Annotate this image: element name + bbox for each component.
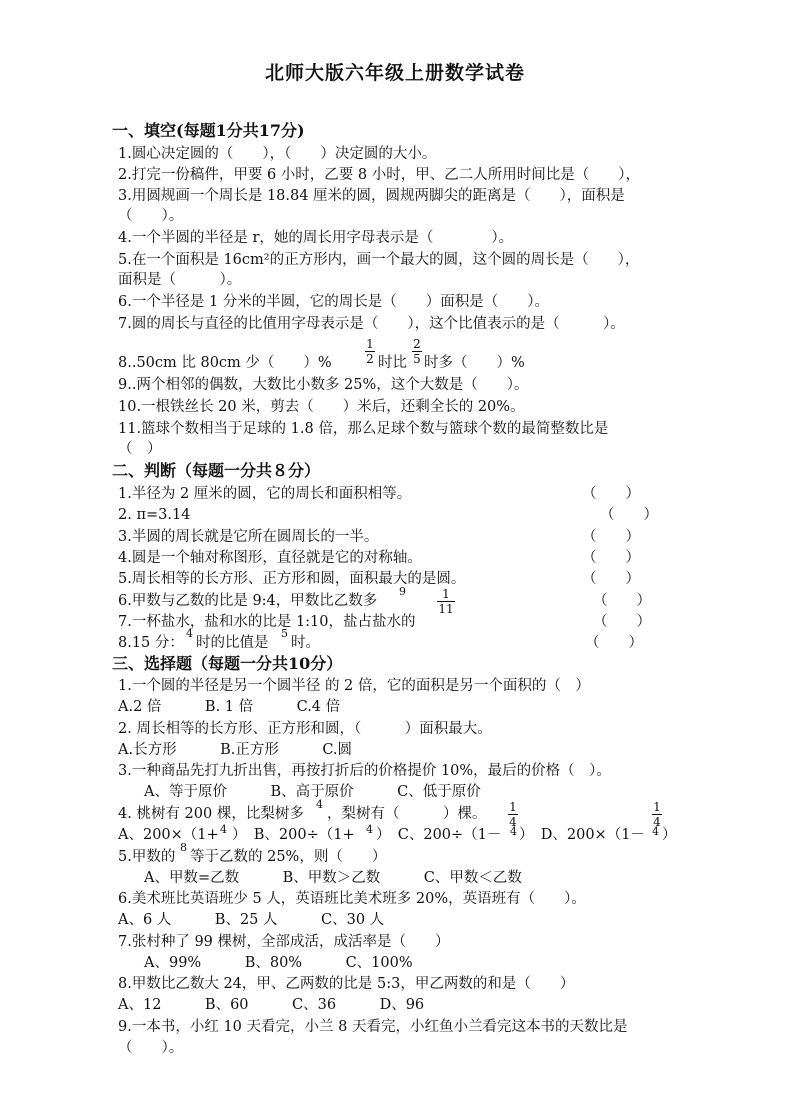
choice-options-4c: ） C、200÷（1－ bbox=[376, 827, 502, 843]
judge-question-8-end: 时。 bbox=[291, 635, 320, 651]
answer-paren: （ ） bbox=[600, 507, 658, 523]
choice-question-4-end: ，梨树有（ ）棵。 bbox=[327, 806, 487, 822]
fill-question-6: 6.一个半径是 1 分米的半圆，它的周长是（ ）面积是（ ）。 bbox=[118, 294, 550, 310]
choice-question-3: 3.一种商品先打九折出售，再按打折后的价格提价 10%，最后的价格（ ）。 bbox=[118, 763, 611, 779]
fill-question-8-end: 时多（ ）% bbox=[424, 355, 525, 371]
fill-question-7: 7.圆的周长与直径的比值用字母表示是（ ），这个比值表示的是（ ）。 bbox=[118, 316, 625, 332]
fill-question-9: 9..两个相邻的偶数，大数比小数多 25%，这个大数是（ ）。 bbox=[118, 377, 529, 393]
fraction-denominator: 4 bbox=[652, 825, 659, 838]
choice-options-4d: ） D、200×（1－ bbox=[519, 827, 645, 843]
choice-question-6: 6.美术班比英语班少 5 人，英语班比美术班多 20%，英语班有（ ）。 bbox=[118, 891, 586, 907]
fraction-numerator: 8 bbox=[180, 841, 187, 854]
choice-question-9-cont: （ ）。 bbox=[118, 1040, 184, 1056]
fraction-numerator: 4 bbox=[186, 627, 193, 640]
fraction-numerator: 1 bbox=[366, 337, 374, 351]
choice-options-6: A、6 人 B、25 人 C、30 人 bbox=[118, 912, 385, 928]
judge-question-2: 2. π=3.14 bbox=[118, 507, 191, 523]
judge-question-7: 7.一杯盐水，盐和水的比是 1:10，盐占盐水的 bbox=[118, 614, 416, 630]
section-heading-fill: 一、填空(每题1分共17分) bbox=[112, 121, 305, 140]
judge-question-6: 6.甲数与乙数的比是 9:4，甲数比乙数多 bbox=[118, 593, 378, 609]
choice-question-5-end: 等于乙数的 25%，则（ ） bbox=[190, 849, 387, 865]
fraction-denominator: 4 bbox=[509, 815, 517, 829]
fraction-numerator: 5 bbox=[281, 627, 288, 640]
fraction-denominator: 11 bbox=[438, 602, 454, 616]
fill-question-2: 2.打完一份稿件，甲要 6 小时，乙要 8 小时，甲、乙二人所用时间比是（ ）， bbox=[118, 167, 640, 183]
answer-paren: （ ） bbox=[582, 571, 640, 587]
choice-options-4e: ） bbox=[662, 827, 677, 843]
fraction-numerator: 2 bbox=[413, 337, 421, 351]
choice-options-4: A、200×（1+ bbox=[118, 827, 219, 843]
answer-paren: （ ） bbox=[593, 614, 651, 630]
answer-paren: （ ） bbox=[582, 550, 640, 566]
section-heading-choice: 三、选择题（每题一分共10分） bbox=[112, 654, 343, 673]
choice-question-4: 4. 桃树有 200 棵，比梨树多 bbox=[118, 806, 304, 822]
choice-options-5: A、甲数=乙数 B、甲数＞乙数 C、甲数＜乙数 bbox=[144, 870, 522, 886]
fill-question-5: 5.在一个面积是 16cm²的正方形内，画一个最大的圆，这个圆的周长是（ ）， bbox=[118, 252, 640, 268]
fraction-denominator: 2 bbox=[366, 352, 374, 366]
fill-question-4: 4.一个半圆的半径是 r，她的周长用字母表示是（ ）。 bbox=[118, 230, 514, 246]
fraction-one-eleventh bbox=[437, 588, 455, 615]
judge-question-8-mid: 时的比值是 bbox=[196, 635, 269, 651]
choice-options-4b: ） B、200÷（1+ bbox=[232, 827, 355, 843]
fraction-denominator: 5 bbox=[413, 352, 421, 366]
fill-question-8: 8..50cm 比 80cm 少（ ）% bbox=[118, 355, 332, 371]
answer-paren: （ ） bbox=[585, 635, 643, 651]
choice-options-7: A、99% B、80% C、100% bbox=[144, 955, 413, 971]
judge-question-8: 8.15 分： bbox=[118, 635, 184, 651]
choice-question-7: 7.张村种了 99 棵树，全部成活，成活率是（ ） bbox=[118, 934, 450, 950]
fill-question-8-mid: 时比 bbox=[378, 355, 407, 371]
judge-question-4: 4.圆是一个轴对称图形，直径就是它的对称轴。 bbox=[118, 550, 422, 566]
choice-question-9: 9.一本书，小红 10 天看完，小兰 8 天看完，小红鱼小兰看完这本书的天数比是 bbox=[118, 1019, 628, 1035]
fraction-denominator: 4 bbox=[510, 825, 517, 838]
fraction-numerator: 1 bbox=[509, 800, 517, 814]
choice-options-3: A、等于原价 B、高于原价 C、低于原价 bbox=[144, 784, 481, 800]
fill-question-11-cont: （ ） bbox=[118, 441, 162, 457]
choice-question-5: 5.甲数的 bbox=[118, 849, 176, 865]
fill-question-10: 10.一根铁丝长 20 米，剪去（ ）米后，还剩全长的 20%。 bbox=[118, 399, 525, 415]
choice-question-2: 2. 周长相等的长方形、正方形和圆，（ ）面积最大。 bbox=[118, 721, 492, 737]
fraction-one-quarter bbox=[508, 801, 518, 828]
fraction-numerator: 4 bbox=[366, 823, 373, 836]
judge-question-1: 1.半径为 2 厘米的圆，它的周长和面积相等。 bbox=[118, 486, 412, 502]
fill-question-3: 3.用圆规画一个周长是 18.84 厘米的圆，圆规两脚尖的距离是（ ），面积是 bbox=[118, 188, 625, 204]
fraction-numerator: 9 bbox=[399, 585, 406, 598]
fraction-two-fifths bbox=[412, 338, 422, 365]
answer-paren: （ ） bbox=[582, 529, 640, 545]
fraction-numerator: 1 bbox=[653, 800, 661, 814]
choice-options-8: A、12 B、60 C、36 D、96 bbox=[118, 997, 425, 1013]
choice-options-1: A.2 倍 B. 1 倍 C.4 倍 bbox=[118, 699, 341, 715]
choice-question-8: 8.甲数比乙数大 24，甲、乙两数的比是 5:3，甲乙两数的和是（ ） bbox=[118, 976, 575, 992]
fraction-denominator: 4 bbox=[653, 815, 661, 829]
fill-question-5-cont: 面积是（ ）。 bbox=[118, 272, 242, 288]
fill-question-11: 11.篮球个数相当于足球的 1.8 倍，那么足球个数与篮球个数的最简整数比是 bbox=[118, 421, 609, 437]
fill-question-3-cont: （ ）。 bbox=[118, 208, 184, 224]
judge-question-5: 5.周长相等的长方形、正方形和圆，面积最大的是圆。 bbox=[118, 571, 466, 587]
judge-question-3: 3.半圆的周长就是它所在圆周长的一半。 bbox=[118, 529, 379, 545]
fraction-numerator: 4 bbox=[316, 798, 323, 811]
fraction-numerator: 1 bbox=[442, 587, 450, 601]
answer-paren: （ ） bbox=[582, 486, 640, 502]
section-heading-judge: 二、判断（每题一分共８分） bbox=[112, 461, 321, 480]
answer-paren: （ ） bbox=[593, 593, 651, 609]
fraction-one-quarter bbox=[652, 801, 662, 828]
choice-question-1: 1.一个圆的半径是另一个圆半径 的 2 倍，它的面积是另一个面积的（ ） bbox=[118, 678, 590, 694]
page-title: 北师大版六年级上册数学试卷 bbox=[264, 62, 525, 84]
fraction-half bbox=[365, 338, 375, 365]
fill-question-1: 1.圆心决定圆的（ ），（ ）决定圆的大小。 bbox=[118, 146, 437, 162]
choice-options-2: A.长方形 B.正方形 C.圆 bbox=[118, 742, 353, 758]
fraction-numerator: 4 bbox=[220, 823, 227, 836]
